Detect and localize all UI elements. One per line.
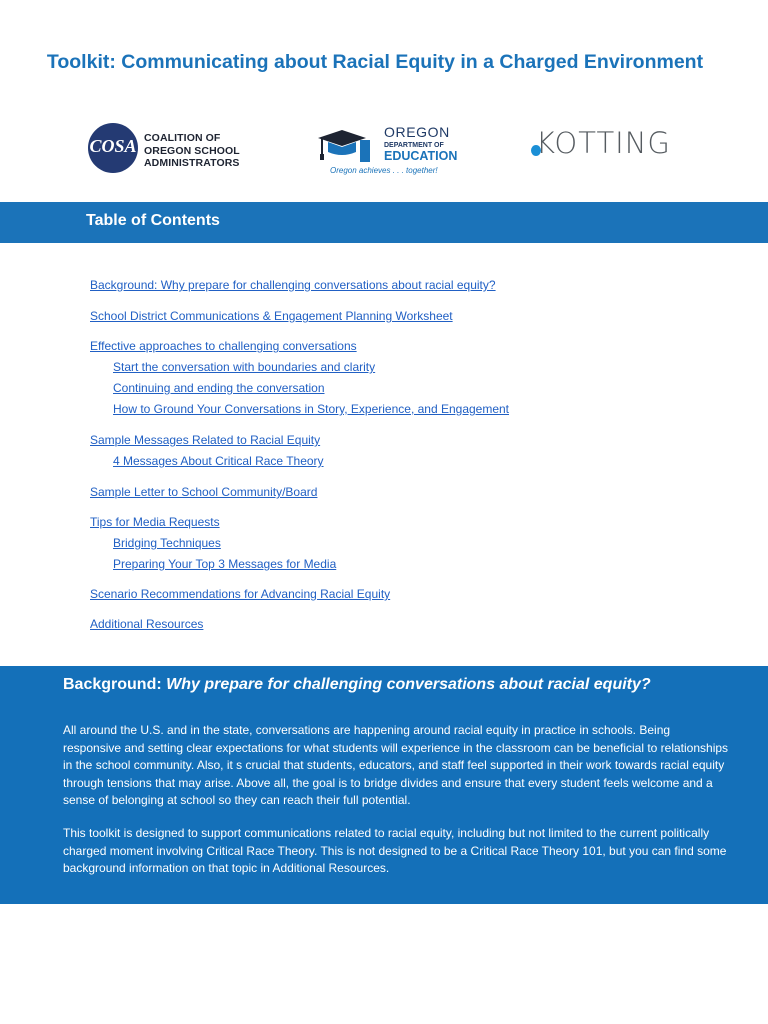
toc-link-ground-conversations[interactable]: How to Ground Your Conversations in Story, Experience, and Engagement xyxy=(113,402,510,416)
toc-link-top3-messages[interactable]: Preparing Your Top 3 Messages for Media xyxy=(113,557,337,571)
cosa-logo xyxy=(88,120,248,178)
toc-link-media-tips[interactable]: Tips for Media Requests xyxy=(90,515,220,529)
ode-logo: OREGON DEPARTMENT OF EDUCATION Oregon achieves . . . together! xyxy=(314,122,454,180)
background-heading: Background: Why prepare for challenging conversations about racial equity? xyxy=(63,676,651,693)
document-title: Toolkit: Communicating about Racial Equity in a Charged Environment xyxy=(46,51,704,73)
graduation-cap-icon xyxy=(316,128,372,164)
toc-link-background[interactable]: Background: Why prepare for challenging conversations about racial equity? xyxy=(90,278,496,292)
toc-link-sample-letter[interactable]: Sample Letter to School Community/Board xyxy=(90,485,318,499)
toc-link-scenarios[interactable]: Scenario Recommendations for Advancing Racial Equity xyxy=(90,587,391,601)
cosa-wordmark: COALITION OF OREGON SCHOOL ADMINISTRATORS xyxy=(144,132,240,169)
cosa-emblem-icon: COSA xyxy=(88,123,138,173)
toc-heading: Table of Contents xyxy=(86,212,220,229)
toc-link-crt-messages[interactable]: 4 Messages About Critical Race Theory xyxy=(113,454,324,468)
background-paragraph-2: This toolkit is designed to support communications related to racial equity, including but not limited to the current politically charged moment involving Critical Race Theory. This is not designed to be a Critical Race Theory 101, but you can find some background information on that topic in Additional Resources. xyxy=(63,826,727,875)
partner-logos xyxy=(0,118,768,180)
kotting-wordmark: KOTTING xyxy=(536,126,671,160)
toc-link-effective-approaches[interactable]: Effective approaches to challenging conversations xyxy=(90,339,357,353)
toc-link-continuing-ending[interactable]: Continuing and ending the conversation xyxy=(113,381,325,395)
background-section xyxy=(0,666,768,904)
background-paragraph-1: All around the U.S. and in the state, conversations are happening around racial equity in practice in schools. Being responsive and setting clear expectations for what students will experience in the classroom can be beneficial to relationships in the school community. Also, it s crucial that students, educators, and staff feel supported in their work towards racial equity through tensions that may arise. Above all, the goal is to bridge divides and ensure that every student feels welcome and a sense of belonging at school so they can reach their full potential. xyxy=(63,723,729,807)
toc-link-additional-resources[interactable]: Additional Resources xyxy=(90,617,204,631)
toc-link-bridging[interactable]: Bridging Techniques xyxy=(113,536,221,550)
toc-header-bar xyxy=(0,202,768,243)
toc-link-planning-worksheet[interactable]: School District Communications & Engagement Planning Worksheet xyxy=(90,309,453,323)
toc-link-start-conversation[interactable]: Start the conversation with boundaries and clarity xyxy=(113,360,376,374)
kotting-logo xyxy=(528,126,688,166)
toc-link-sample-messages[interactable]: Sample Messages Related to Racial Equity xyxy=(90,433,321,447)
ode-tagline: Oregon achieves . . . together! xyxy=(330,166,438,175)
